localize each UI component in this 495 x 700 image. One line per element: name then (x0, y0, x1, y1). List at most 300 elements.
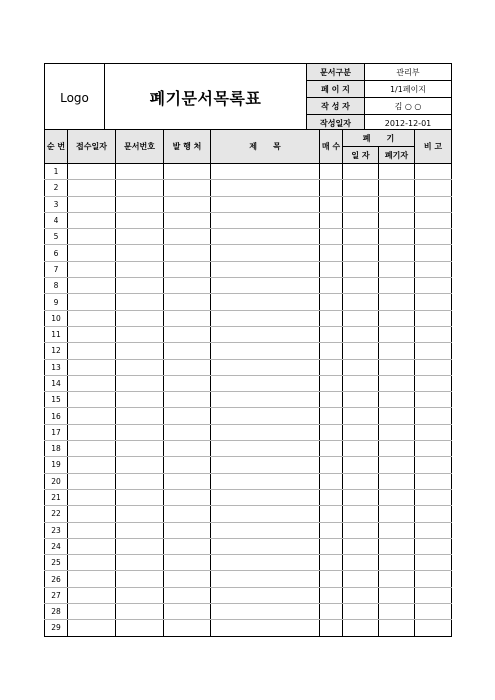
cell-doc-number (116, 392, 164, 408)
cell-subject (211, 294, 320, 310)
table-row (45, 326, 452, 342)
cell-remarks (415, 294, 452, 310)
row-number: 25 (45, 555, 68, 571)
row-number: 2 (45, 180, 68, 196)
row-number: 27 (45, 587, 68, 603)
cell-issuer (164, 180, 211, 196)
cell-subject (211, 620, 320, 636)
cell-disposal-date (343, 571, 379, 587)
cell-disposer (379, 229, 415, 245)
table-row (45, 164, 452, 180)
cell-doc-number (116, 375, 164, 391)
cell-doc-number (116, 196, 164, 212)
cell-remarks (415, 245, 452, 261)
cell-received-date (68, 424, 116, 440)
cell-received-date (68, 538, 116, 554)
cell-disposer (379, 473, 415, 489)
cell-disposal-date (343, 522, 379, 538)
table-row (45, 392, 452, 408)
cell-doc-number (116, 489, 164, 505)
cell-received-date (68, 604, 116, 620)
table-row (45, 212, 452, 228)
table-row (45, 408, 452, 424)
cell-disposer (379, 212, 415, 228)
cell-sheets (320, 343, 343, 359)
cell-remarks (415, 164, 452, 180)
cell-disposer (379, 489, 415, 505)
cell-issuer (164, 538, 211, 554)
col-header-disposal-date: 일 자 (343, 147, 379, 164)
cell-disposer (379, 424, 415, 440)
cell-disposal-date (343, 196, 379, 212)
row-number: 16 (45, 408, 68, 424)
cell-remarks (415, 375, 452, 391)
cell-subject (211, 489, 320, 505)
cell-disposer (379, 604, 415, 620)
cell-received-date (68, 310, 116, 326)
cell-received-date (68, 506, 116, 522)
cell-disposal-date (343, 212, 379, 228)
cell-disposal-date (343, 457, 379, 473)
cell-disposal-date (343, 620, 379, 636)
cell-subject (211, 359, 320, 375)
cell-sheets (320, 555, 343, 571)
row-number: 26 (45, 571, 68, 587)
cell-issuer (164, 604, 211, 620)
table-row (45, 587, 452, 603)
table-row (45, 343, 452, 359)
table-row (45, 538, 452, 554)
cell-disposal-date (343, 375, 379, 391)
cell-issuer (164, 229, 211, 245)
cell-sheets (320, 620, 343, 636)
row-number: 22 (45, 506, 68, 522)
cell-received-date (68, 457, 116, 473)
cell-disposer (379, 196, 415, 212)
cell-subject (211, 424, 320, 440)
cell-disposal-date (343, 441, 379, 457)
cell-issuer (164, 506, 211, 522)
cell-doc-number (116, 555, 164, 571)
cell-sheets (320, 164, 343, 180)
cell-sheets (320, 473, 343, 489)
cell-subject (211, 441, 320, 457)
cell-subject (211, 343, 320, 359)
cell-received-date (68, 343, 116, 359)
logo: Logo (45, 64, 105, 132)
cell-sheets (320, 245, 343, 261)
cell-subject (211, 278, 320, 294)
cell-remarks (415, 359, 452, 375)
cell-disposal-date (343, 408, 379, 424)
col-header-disposer: 폐기자 (379, 147, 415, 164)
cell-disposal-date (343, 392, 379, 408)
cell-disposer (379, 392, 415, 408)
cell-disposer (379, 245, 415, 261)
cell-remarks (415, 538, 452, 554)
cell-disposal-date (343, 538, 379, 554)
meta-value-page: 1/1페이지 (365, 81, 452, 98)
cell-doc-number (116, 261, 164, 277)
meta-value-category: 관리부 (365, 64, 452, 81)
cell-issuer (164, 343, 211, 359)
cell-received-date (68, 620, 116, 636)
cell-issuer (164, 294, 211, 310)
cell-issuer (164, 555, 211, 571)
row-number: 8 (45, 278, 68, 294)
cell-doc-number (116, 294, 164, 310)
cell-received-date (68, 294, 116, 310)
cell-sheets (320, 196, 343, 212)
col-header-remarks: 비 고 (415, 130, 452, 164)
cell-issuer (164, 359, 211, 375)
cell-subject (211, 555, 320, 571)
table-row (45, 310, 452, 326)
cell-subject (211, 571, 320, 587)
cell-remarks (415, 457, 452, 473)
cell-remarks (415, 212, 452, 228)
cell-disposal-date (343, 473, 379, 489)
cell-doc-number (116, 180, 164, 196)
cell-received-date (68, 441, 116, 457)
disposal-list-table (44, 129, 452, 637)
row-number: 19 (45, 457, 68, 473)
cell-doc-number (116, 424, 164, 440)
col-header-issuer: 발 행 처 (164, 130, 211, 164)
cell-subject (211, 392, 320, 408)
row-number: 5 (45, 229, 68, 245)
cell-disposer (379, 180, 415, 196)
cell-subject (211, 408, 320, 424)
cell-issuer (164, 326, 211, 342)
header-table (44, 63, 452, 132)
cell-disposal-date (343, 489, 379, 505)
cell-received-date (68, 359, 116, 375)
cell-disposal-date (343, 310, 379, 326)
cell-remarks (415, 620, 452, 636)
col-header-seq: 순 번 (45, 130, 68, 164)
cell-disposer (379, 164, 415, 180)
cell-disposal-date (343, 294, 379, 310)
cell-doc-number (116, 587, 164, 603)
cell-issuer (164, 245, 211, 261)
cell-received-date (68, 522, 116, 538)
cell-disposer (379, 538, 415, 554)
cell-sheets (320, 278, 343, 294)
col-header-subject: 제 목 (211, 130, 320, 164)
cell-received-date (68, 473, 116, 489)
meta-label-author: 작 성 자 (307, 98, 365, 115)
cell-remarks (415, 196, 452, 212)
cell-subject (211, 229, 320, 245)
row-number: 28 (45, 604, 68, 620)
cell-remarks (415, 261, 452, 277)
cell-sheets (320, 522, 343, 538)
cell-disposer (379, 294, 415, 310)
cell-issuer (164, 424, 211, 440)
row-number: 23 (45, 522, 68, 538)
cell-doc-number (116, 620, 164, 636)
cell-sheets (320, 359, 343, 375)
cell-disposal-date (343, 359, 379, 375)
cell-doc-number (116, 359, 164, 375)
cell-received-date (68, 326, 116, 342)
cell-disposer (379, 555, 415, 571)
cell-sheets (320, 375, 343, 391)
cell-doc-number (116, 506, 164, 522)
table-row (45, 278, 452, 294)
table-row (45, 620, 452, 636)
meta-label-page: 페 이 지 (307, 81, 365, 98)
cell-issuer (164, 620, 211, 636)
cell-received-date (68, 180, 116, 196)
cell-sheets (320, 180, 343, 196)
row-number: 24 (45, 538, 68, 554)
cell-remarks (415, 229, 452, 245)
cell-subject (211, 375, 320, 391)
cell-remarks (415, 604, 452, 620)
row-number: 29 (45, 620, 68, 636)
cell-received-date (68, 392, 116, 408)
cell-sheets (320, 441, 343, 457)
cell-doc-number (116, 441, 164, 457)
cell-doc-number (116, 473, 164, 489)
cell-sheets (320, 408, 343, 424)
col-header-doc-number: 문서번호 (116, 130, 164, 164)
cell-disposal-date (343, 245, 379, 261)
row-number: 7 (45, 261, 68, 277)
cell-sheets (320, 294, 343, 310)
cell-received-date (68, 212, 116, 228)
cell-disposer (379, 620, 415, 636)
cell-remarks (415, 473, 452, 489)
row-number: 14 (45, 375, 68, 391)
cell-doc-number (116, 408, 164, 424)
cell-remarks (415, 506, 452, 522)
cell-sheets (320, 261, 343, 277)
cell-received-date (68, 229, 116, 245)
cell-disposer (379, 408, 415, 424)
cell-received-date (68, 555, 116, 571)
cell-received-date (68, 245, 116, 261)
cell-received-date (68, 164, 116, 180)
table-row (45, 424, 452, 440)
cell-remarks (415, 310, 452, 326)
cell-sheets (320, 604, 343, 620)
table-row (45, 489, 452, 505)
table-row (45, 180, 452, 196)
cell-received-date (68, 587, 116, 603)
cell-disposer (379, 310, 415, 326)
cell-issuer (164, 212, 211, 228)
cell-issuer (164, 473, 211, 489)
row-number: 4 (45, 212, 68, 228)
cell-subject (211, 164, 320, 180)
meta-value-date: 2012-12-01 (365, 115, 452, 132)
cell-subject (211, 604, 320, 620)
cell-remarks (415, 522, 452, 538)
cell-disposer (379, 343, 415, 359)
cell-received-date (68, 408, 116, 424)
cell-doc-number (116, 522, 164, 538)
cell-subject (211, 196, 320, 212)
row-number: 15 (45, 392, 68, 408)
cell-disposer (379, 506, 415, 522)
row-number: 10 (45, 310, 68, 326)
cell-issuer (164, 310, 211, 326)
cell-issuer (164, 408, 211, 424)
cell-issuer (164, 375, 211, 391)
cell-disposal-date (343, 604, 379, 620)
meta-label-date: 작성일자 (307, 115, 365, 132)
row-number: 11 (45, 326, 68, 342)
table-row (45, 375, 452, 391)
cell-remarks (415, 571, 452, 587)
cell-disposal-date (343, 424, 379, 440)
row-number: 3 (45, 196, 68, 212)
cell-remarks (415, 441, 452, 457)
cell-issuer (164, 522, 211, 538)
cell-remarks (415, 343, 452, 359)
cell-subject (211, 522, 320, 538)
cell-sheets (320, 424, 343, 440)
cell-doc-number (116, 326, 164, 342)
cell-subject (211, 538, 320, 554)
row-number: 18 (45, 441, 68, 457)
document-title: 폐기문서목록표 (105, 64, 307, 132)
cell-doc-number (116, 343, 164, 359)
table-row (45, 604, 452, 620)
cell-subject (211, 506, 320, 522)
cell-received-date (68, 375, 116, 391)
cell-remarks (415, 424, 452, 440)
table-row (45, 441, 452, 457)
table-row (45, 359, 452, 375)
cell-issuer (164, 278, 211, 294)
col-header-received-date: 접수일자 (68, 130, 116, 164)
cell-issuer (164, 164, 211, 180)
cell-remarks (415, 392, 452, 408)
cell-disposer (379, 457, 415, 473)
table-row (45, 457, 452, 473)
cell-disposal-date (343, 229, 379, 245)
cell-sheets (320, 229, 343, 245)
cell-disposal-date (343, 261, 379, 277)
col-header-disposal: 폐 기 (343, 130, 415, 147)
cell-disposer (379, 359, 415, 375)
cell-doc-number (116, 164, 164, 180)
cell-received-date (68, 261, 116, 277)
table-row (45, 555, 452, 571)
cell-sheets (320, 506, 343, 522)
table-row (45, 196, 452, 212)
cell-doc-number (116, 457, 164, 473)
cell-sheets (320, 326, 343, 342)
cell-subject (211, 473, 320, 489)
row-number: 17 (45, 424, 68, 440)
cell-sheets (320, 571, 343, 587)
cell-issuer (164, 587, 211, 603)
row-number: 12 (45, 343, 68, 359)
cell-sheets (320, 310, 343, 326)
meta-label-category: 문서구분 (307, 64, 365, 81)
cell-remarks (415, 555, 452, 571)
table-body (45, 164, 452, 637)
cell-received-date (68, 489, 116, 505)
table-row (45, 245, 452, 261)
table-row (45, 294, 452, 310)
cell-doc-number (116, 604, 164, 620)
cell-sheets (320, 489, 343, 505)
row-number: 1 (45, 164, 68, 180)
cell-issuer (164, 392, 211, 408)
row-number: 21 (45, 489, 68, 505)
cell-subject (211, 245, 320, 261)
cell-doc-number (116, 538, 164, 554)
cell-disposal-date (343, 278, 379, 294)
row-number: 9 (45, 294, 68, 310)
table-row (45, 522, 452, 538)
cell-subject (211, 587, 320, 603)
cell-doc-number (116, 245, 164, 261)
cell-disposer (379, 522, 415, 538)
cell-remarks (415, 278, 452, 294)
cell-subject (211, 212, 320, 228)
cell-received-date (68, 196, 116, 212)
cell-doc-number (116, 212, 164, 228)
cell-issuer (164, 196, 211, 212)
cell-received-date (68, 278, 116, 294)
cell-disposal-date (343, 506, 379, 522)
cell-remarks (415, 408, 452, 424)
cell-issuer (164, 571, 211, 587)
cell-doc-number (116, 278, 164, 294)
cell-doc-number (116, 571, 164, 587)
cell-disposer (379, 278, 415, 294)
cell-remarks (415, 489, 452, 505)
table-row (45, 261, 452, 277)
table-row (45, 506, 452, 522)
cell-issuer (164, 489, 211, 505)
cell-issuer (164, 441, 211, 457)
cell-disposer (379, 571, 415, 587)
cell-disposer (379, 441, 415, 457)
cell-disposal-date (343, 343, 379, 359)
cell-subject (211, 457, 320, 473)
cell-subject (211, 326, 320, 342)
row-number: 6 (45, 245, 68, 261)
cell-disposer (379, 261, 415, 277)
row-number: 20 (45, 473, 68, 489)
cell-remarks (415, 180, 452, 196)
cell-disposer (379, 587, 415, 603)
table-row (45, 229, 452, 245)
table-row (45, 473, 452, 489)
cell-disposal-date (343, 180, 379, 196)
cell-sheets (320, 457, 343, 473)
cell-doc-number (116, 310, 164, 326)
cell-sheets (320, 538, 343, 554)
cell-sheets (320, 587, 343, 603)
cell-subject (211, 310, 320, 326)
cell-disposal-date (343, 164, 379, 180)
cell-subject (211, 261, 320, 277)
cell-disposer (379, 375, 415, 391)
meta-value-author: 김 ○ ○ (365, 98, 452, 115)
row-number: 13 (45, 359, 68, 375)
cell-subject (211, 180, 320, 196)
cell-disposal-date (343, 326, 379, 342)
